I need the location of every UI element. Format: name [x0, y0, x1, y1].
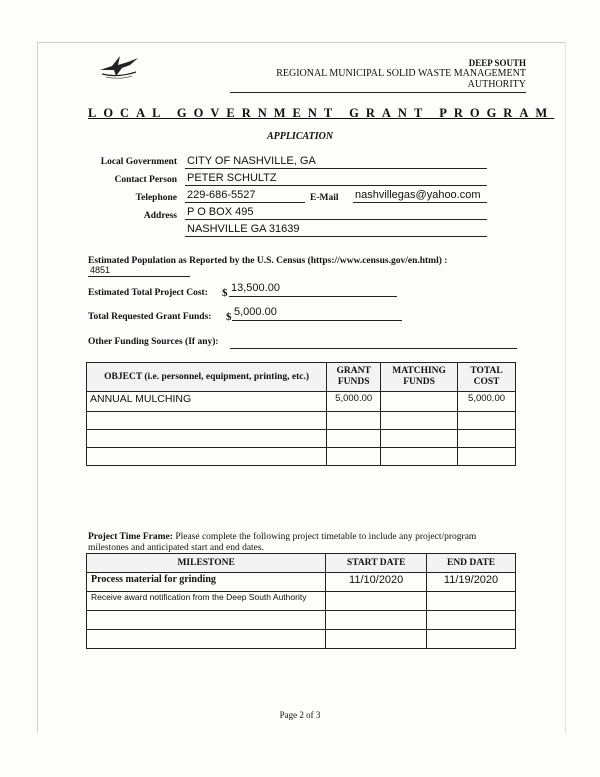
grant-funds-label: Total Requested Grant Funds:	[88, 312, 212, 322]
grant-header-line2: FUNDS	[337, 377, 370, 387]
telephone-field[interactable]: 229-686-5527	[185, 188, 305, 203]
matching-header-line2: FUNDS	[403, 377, 435, 387]
total-cost-currency: $	[222, 287, 228, 299]
object-cell[interactable]: ANNUAL MULCHING	[87, 392, 327, 412]
local-government-field[interactable]: CITY OF NASHVILLE, GA	[185, 154, 487, 169]
local-government-label: Local Government	[100, 157, 177, 167]
other-funding-label: Other Funding Sources (If any):	[88, 337, 219, 347]
matching-cell[interactable]	[381, 430, 458, 448]
table-row	[87, 611, 516, 630]
grant-cell[interactable]	[327, 430, 381, 448]
total-cell[interactable]: 5,000.00	[458, 392, 516, 412]
email-field[interactable]: nashvillegas@yahoo.com	[353, 188, 487, 203]
population-label: Estimated Population as Reported by the U.S. Census (https://www.census.gov/en.html) :	[88, 256, 448, 266]
start-date-cell[interactable]	[326, 611, 427, 630]
time-frame-label: Project Time Frame:	[88, 532, 173, 542]
application-title: APPLICATION	[266, 131, 334, 142]
telephone-label: Telephone	[135, 193, 177, 203]
object-table-header	[87, 363, 516, 392]
milestone-cell[interactable]: Process material for grinding	[87, 573, 326, 592]
milestone-cell[interactable]	[87, 630, 326, 649]
object-header: OBJECT (i.e. personnel, equipment, printing, etc.)	[87, 363, 327, 392]
grant-header-line1: GRANT	[336, 366, 371, 376]
end-date-header: END DATE	[427, 554, 516, 573]
grant-cell[interactable]	[327, 448, 381, 466]
page-number: Page 2 of 3	[279, 710, 321, 720]
milestone-table	[86, 553, 516, 649]
org-name-short: DEEP SOUTH	[468, 58, 526, 68]
matching-cell[interactable]	[381, 392, 458, 412]
object-cell[interactable]	[87, 430, 327, 448]
matching-cell[interactable]	[381, 448, 458, 466]
table-row	[87, 573, 516, 592]
email-label: E-Mail	[310, 193, 339, 203]
contact-person-label: Contact Person	[114, 175, 177, 185]
table-row	[87, 430, 516, 448]
table-row	[87, 630, 516, 649]
bird-logo-icon	[98, 52, 140, 80]
total-cell[interactable]	[458, 430, 516, 448]
grant-cell[interactable]: 5,000.00	[327, 392, 381, 412]
table-row	[87, 448, 516, 466]
program-title: LOCAL GOVERNMENT GRANT PROGRAM	[88, 106, 555, 120]
start-date-header: START DATE	[326, 554, 427, 573]
matching-header-line1: MATCHING	[392, 366, 446, 376]
total-header-line1: TOTAL	[470, 366, 503, 376]
table-row	[87, 392, 516, 412]
milestone-table-header	[87, 554, 516, 573]
total-cell[interactable]	[458, 448, 516, 466]
end-date-cell[interactable]	[427, 630, 516, 649]
milestone-cell[interactable]	[87, 611, 326, 630]
total-cell[interactable]	[458, 412, 516, 430]
end-date-cell[interactable]	[427, 611, 516, 630]
end-date-cell[interactable]: 11/19/2020	[427, 573, 516, 592]
total-cost-header	[458, 363, 516, 392]
time-frame-text: Please complete the following project timetable to include any project/program milestones and anticipated start and end dates.	[88, 532, 477, 553]
address-line2-field[interactable]: NASHVILLE GA 31639	[185, 222, 487, 237]
total-cost-field[interactable]: 13,500.00	[229, 282, 397, 297]
object-cell[interactable]	[87, 448, 327, 466]
milestone-header: MILESTONE	[87, 554, 326, 573]
grant-cell[interactable]	[327, 412, 381, 430]
time-frame-instructions	[88, 532, 518, 554]
table-row	[87, 592, 516, 611]
start-date-cell[interactable]	[326, 630, 427, 649]
address-label: Address	[143, 211, 177, 221]
start-date-cell[interactable]: 11/10/2020	[326, 573, 427, 592]
end-date-cell[interactable]	[427, 592, 516, 611]
table-row	[87, 412, 516, 430]
object-table	[86, 362, 516, 466]
start-date-cell[interactable]	[326, 592, 427, 611]
matching-funds-header	[381, 363, 458, 392]
total-cost-label: Estimated Total Project Cost:	[88, 288, 208, 298]
object-cell[interactable]	[87, 412, 327, 430]
milestone-cell[interactable]: Receive award notification from the Deep South Authority	[87, 592, 326, 611]
address-line1-field[interactable]: P O BOX 495	[185, 205, 487, 220]
grant-funds-currency: $	[226, 311, 232, 323]
grant-funds-field[interactable]: 5,000.00	[232, 306, 402, 321]
contact-person-field[interactable]: PETER SCHULTZ	[185, 171, 487, 186]
org-name-full: REGIONAL MUNICIPAL SOLID WASTE MANAGEMENT AUTHORITY	[230, 68, 526, 93]
population-field[interactable]: 4851	[88, 265, 190, 277]
total-header-line2: COST	[473, 377, 500, 387]
other-funding-field[interactable]	[230, 334, 517, 349]
grant-funds-header	[327, 363, 381, 392]
matching-cell[interactable]	[381, 412, 458, 430]
